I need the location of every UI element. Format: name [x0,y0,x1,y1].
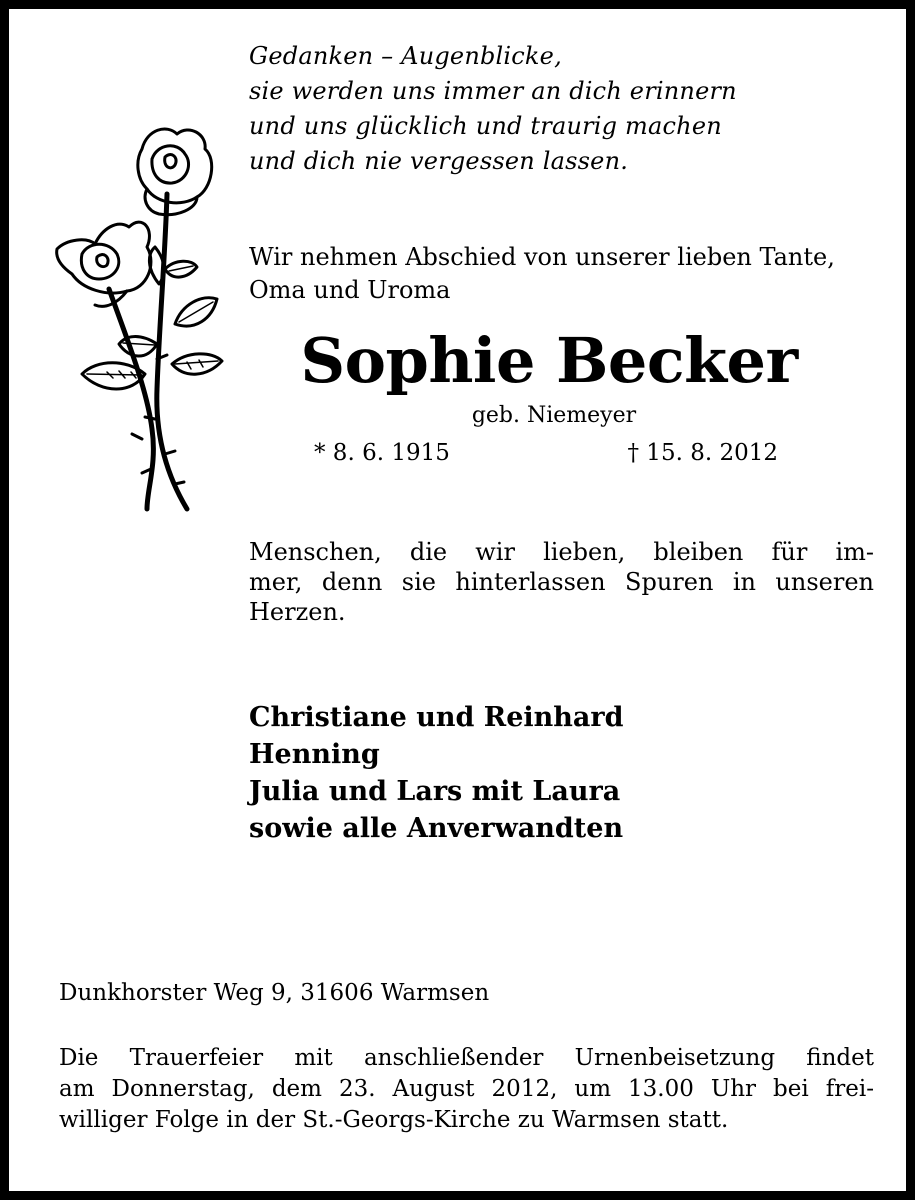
poem [249,39,889,179]
mourner-line: Henning [249,739,380,770]
deceased-name: Sophie Becker [300,324,798,397]
intro-line: Oma und Uroma [249,276,451,304]
quote-line: Herzen. [249,598,346,626]
farewell-intro [249,241,879,307]
mourner-line: sowie alle Anverwandten [249,813,624,844]
mourners-list [249,699,849,847]
rose-icon [47,119,227,519]
poem-line: sie werden uns immer an dich erinnern [249,77,737,105]
service-details [59,1043,874,1136]
service-line: williger Folge in der St.-Georgs-Kirche zu Warmsen statt. [59,1107,729,1133]
poem-line: und uns glücklich und traurig machen [249,112,722,140]
death-date: † 15. 8. 2012 [627,440,778,466]
poem-line: und dich nie vergessen lassen. [249,147,629,175]
quote-line: Menschen, die wir lieben, bleiben für im- [249,538,874,566]
poem-line: Gedanken – Augenblicke, [249,42,562,70]
maiden-name: geb. Niemeyer [471,403,637,428]
birth-date: * 8. 6. 1915 [314,440,450,466]
mourner-line: Christiane und Reinhard [249,702,624,733]
service-line: Die Trauerfeier mit anschließender Urnenbeisetzung findet [59,1045,874,1071]
mourner-line: Julia und Lars mit Laura [249,776,621,807]
service-line: am Donnerstag, dem 23. August 2012, um 13.00 Uhr bei frei- [59,1076,874,1102]
quote-line: mer, denn sie hinterlassen Spuren in unseren [249,568,874,596]
memorial-quote [249,537,874,627]
address: Dunkhorster Weg 9, 31606 Warmsen [59,980,490,1006]
intro-line: Wir nehmen Abschied von unserer lieben Tante, [249,243,835,271]
